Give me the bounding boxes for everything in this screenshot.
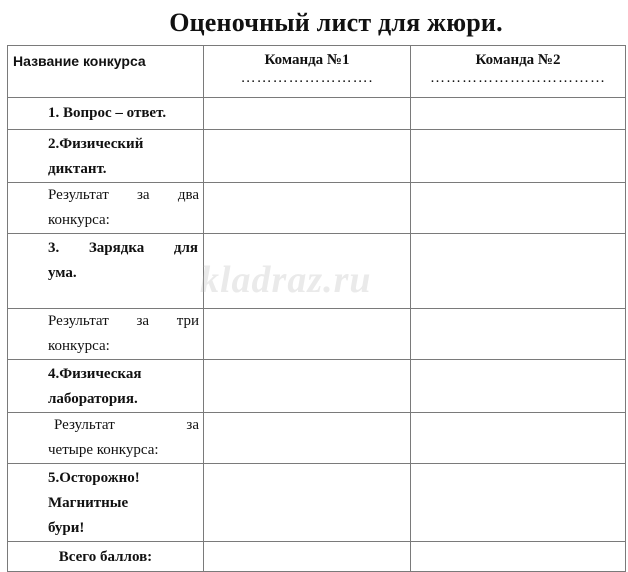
row-label-total: Всего баллов: <box>8 542 204 572</box>
team-1-total-cell[interactable] <box>204 542 411 572</box>
table-row <box>8 464 626 542</box>
team-1-score-cell[interactable] <box>204 309 411 360</box>
team-2-total-cell[interactable] <box>411 542 626 572</box>
table-row <box>8 98 626 130</box>
team-2-score-cell[interactable] <box>411 309 626 360</box>
team-1-label: Команда №1 <box>264 52 350 68</box>
team-2-score-cell[interactable] <box>411 234 626 309</box>
header-team-1 <box>204 46 411 98</box>
row-label: 5.Осторожно! Магнитные бури! <box>8 464 204 542</box>
team-2-score-cell[interactable] <box>411 360 626 413</box>
table-row <box>8 130 626 183</box>
team-2-score-cell[interactable] <box>411 464 626 542</box>
team-2-score-cell[interactable] <box>411 130 626 183</box>
team-1-score-cell[interactable] <box>204 413 411 464</box>
table-row <box>8 413 626 464</box>
table-header-row <box>8 46 626 98</box>
table-row <box>8 360 626 413</box>
row-label: Результат за четыре конкурса: <box>8 413 204 464</box>
table-row <box>8 309 626 360</box>
header-team-2 <box>411 46 626 98</box>
team-2-score-cell[interactable] <box>411 98 626 130</box>
page-title: Оценочный лист для жюри. <box>169 8 503 37</box>
table-row <box>8 183 626 234</box>
row-label: 3. Зарядка для ума. <box>8 234 204 309</box>
row-label: 1. Вопрос – ответ. <box>8 98 204 130</box>
team-2-score-cell[interactable] <box>411 183 626 234</box>
team-2-label: Команда №2 <box>475 52 561 68</box>
row-label: 2.Физический диктант. <box>8 130 204 183</box>
watermark: kladraz.ru <box>200 259 372 301</box>
team-1-score-cell[interactable] <box>204 98 411 130</box>
row-label: 4.Физическая лаборатория. <box>8 360 204 413</box>
team-1-score-cell[interactable] <box>204 130 411 183</box>
jury-score-table <box>7 45 626 572</box>
team-2-dots: …………………………… <box>430 70 606 86</box>
team-1-score-cell[interactable] <box>204 360 411 413</box>
table-row <box>8 542 626 572</box>
row-label: Результат за два конкурса: <box>8 183 204 234</box>
row-label: Результат за три конкурса: <box>8 309 204 360</box>
team-2-score-cell[interactable] <box>411 413 626 464</box>
team-1-score-cell[interactable] <box>204 464 411 542</box>
team-1-dots: ……………………. <box>240 70 374 86</box>
header-contest-name: Название конкурса <box>8 46 204 98</box>
team-1-score-cell[interactable] <box>204 183 411 234</box>
